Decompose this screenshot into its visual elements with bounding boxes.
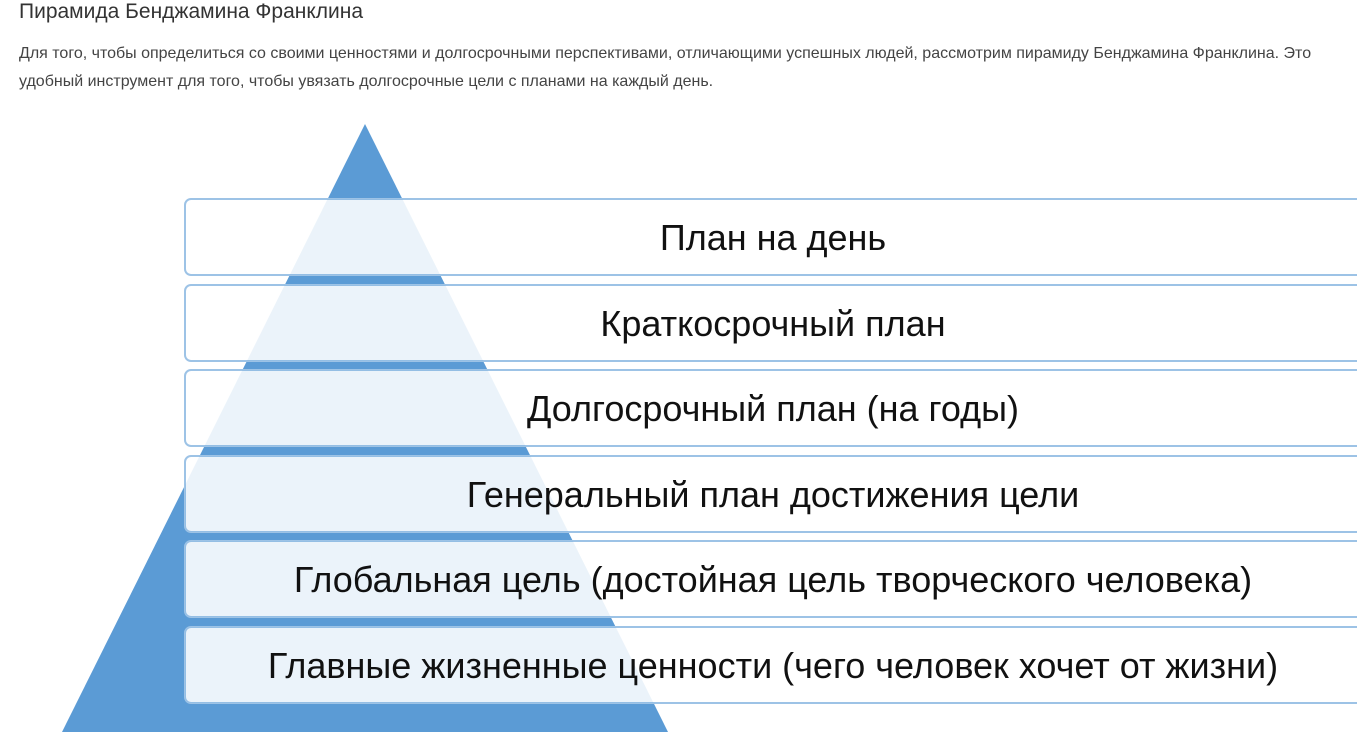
tier-label-life-values: Главные жизненные ценности (чего человек хочет от жизни) [267,645,1279,686]
tier-label-general-plan: Генеральный план достижения цели [466,474,1080,515]
tier-label-long-term-plan: Долгосрочный план (на годы) [527,388,1019,429]
tier-0 [185,199,1357,275]
tier-1 [185,285,1357,361]
tier-label-global-goal: Глобальная цель (достойная цель творческого человека) [293,559,1253,600]
tier-2 [185,370,1357,446]
tier-label-day-plan: План на день [659,217,887,258]
tier-4 [185,541,1357,617]
intro-paragraph: Для того, чтобы определиться со своими ценностями и долгосрочными перспективами, отличающими успешных людей, рассмотрим пирамиду Бенджамина Франклина. Это удобный инструмент для того, чтобы увязать долгосрочные цели с планами на каждый день. [19,45,1312,90]
tier-5 [185,627,1357,703]
page-title: Пирамида Бенджамина Франклина [19,0,364,23]
tier-3 [185,456,1357,532]
tier-label-short-term-plan: Краткосрочный план [600,303,946,344]
